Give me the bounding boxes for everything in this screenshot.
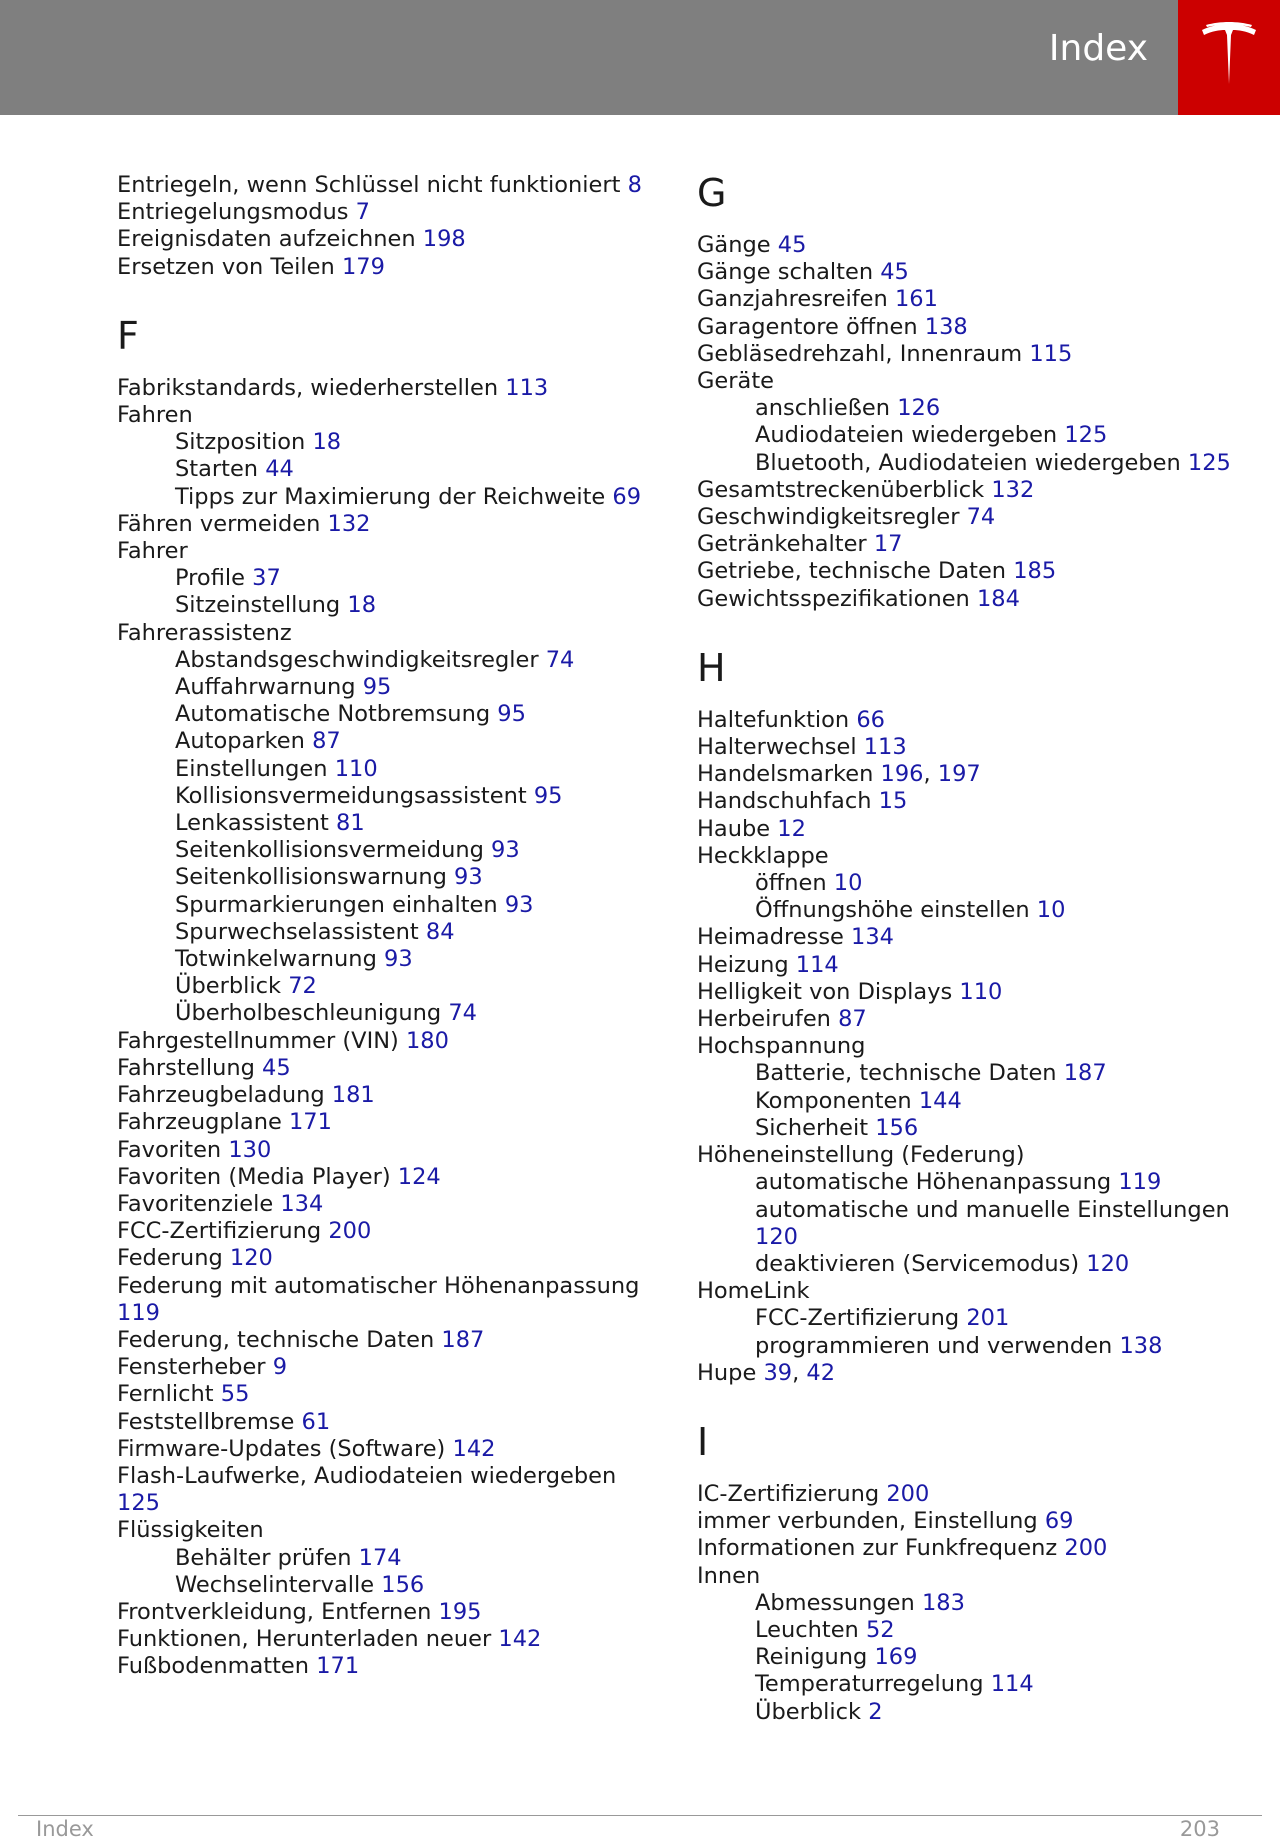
index-term: Gänge: [697, 232, 771, 258]
page-reference-link[interactable]: 142: [498, 1626, 542, 1653]
index-term: Innen: [697, 1562, 761, 1589]
index-entry: [697, 1535, 1257, 1562]
index-column-right: [697, 172, 1257, 1726]
page-reference-link[interactable]: 93: [454, 864, 483, 891]
page-reference-link[interactable]: 126: [897, 395, 941, 422]
index-term: Seitenkollisionswarnung: [175, 864, 447, 891]
index-entry: [117, 620, 657, 647]
index-term: Haltefunktion: [697, 706, 850, 733]
page-reference-link[interactable]: 197: [937, 761, 981, 788]
page-reference-link[interactable]: 39: [763, 1359, 793, 1386]
page-reference-link[interactable]: 66: [856, 706, 885, 733]
page-reference-link[interactable]: 125: [117, 1490, 160, 1517]
page-reference-link[interactable]: 142: [452, 1435, 496, 1462]
index-term: Auffahrwarnung: [175, 674, 356, 701]
page-reference-link[interactable]: 52: [865, 1616, 895, 1643]
page-reference-link[interactable]: 113: [863, 734, 907, 761]
index-term: Abstandsgeschwindigkeitsregler: [175, 646, 539, 673]
page-reference-link[interactable]: 7: [355, 199, 370, 226]
index-subentry: [697, 1644, 1257, 1671]
index-entry: [697, 1508, 1257, 1535]
index-entry: [697, 1142, 1257, 1169]
index-subentry: [697, 1169, 1257, 1196]
index-entry: [697, 788, 1257, 815]
index-term: Federung mit automatischer Höhenanpassung: [117, 1272, 640, 1299]
page-reference-link[interactable]: 12: [777, 815, 806, 842]
page-reference-link[interactable]: 95: [533, 782, 563, 809]
page-reference-link[interactable]: 81: [336, 810, 365, 837]
index-entry: [117, 1463, 657, 1517]
index-term: deaktivieren (Servicemodus): [755, 1250, 1080, 1277]
index-entry: [697, 1481, 1257, 1508]
page-reference-link[interactable]: 42: [806, 1359, 836, 1386]
index-term: Ereignisdaten aufzeichnen: [117, 226, 416, 253]
index-entry: [697, 952, 1257, 979]
index-subentry: [697, 1088, 1257, 1115]
index-subentry: [117, 701, 657, 728]
index-term: Behälter prüfen: [175, 1544, 352, 1571]
index-term: Fußbodenmatten: [117, 1653, 310, 1680]
page-reference-link[interactable]: 185: [1013, 558, 1057, 585]
footer-divider: [18, 1815, 1262, 1816]
index-subentry: [117, 864, 657, 891]
index-term: Lenkassistent: [175, 810, 329, 837]
page-reference-link[interactable]: 187: [1063, 1060, 1107, 1087]
page-reference-link[interactable]: 171: [316, 1653, 360, 1680]
index-term: Fahrzeugplane: [117, 1109, 282, 1136]
page-reference-link[interactable]: 132: [327, 510, 371, 537]
index-term: Fähren vermeiden: [117, 510, 321, 537]
page-reference-link[interactable]: 10: [1036, 897, 1066, 924]
index-term: Haube: [697, 815, 771, 842]
page-reference-link[interactable]: 179: [341, 253, 385, 280]
index-letter-heading: G: [697, 171, 727, 215]
index-entry: [117, 1653, 657, 1680]
index-subentry: [697, 1251, 1257, 1278]
page-reference-link[interactable]: 120: [755, 1223, 798, 1250]
index-term: Spurmarkierungen einhalten: [175, 891, 498, 918]
page-reference-link[interactable]: 195: [438, 1598, 482, 1625]
index-subentry: [697, 1060, 1257, 1087]
page-reference-link[interactable]: 200: [1064, 1535, 1108, 1562]
page-reference-link[interactable]: 110: [334, 755, 378, 782]
index-term: Hupe: [697, 1359, 757, 1386]
index-entry: [117, 402, 657, 429]
page-reference-link[interactable]: 119: [117, 1299, 160, 1326]
index-entry: [697, 477, 1257, 504]
index-term: Handschuhfach: [697, 788, 872, 815]
index-term: IC-Zertifizierung: [697, 1480, 880, 1507]
index-term: Fernlicht: [117, 1381, 214, 1408]
page-reference-link[interactable]: 120: [1086, 1250, 1130, 1277]
index-term: Federung: [117, 1245, 223, 1272]
page-reference-link[interactable]: 200: [328, 1218, 372, 1245]
index-term: Autoparken: [175, 728, 305, 755]
index-subentry: [117, 456, 657, 483]
index-term: Heimadresse: [697, 924, 844, 951]
page-number: 203: [1179, 1817, 1220, 1841]
page-reference-link[interactable]: 74: [448, 1000, 477, 1027]
index-term: Helligkeit von Displays: [697, 978, 953, 1005]
index-entry: [697, 259, 1257, 286]
index-term: Feststellbremse: [117, 1408, 295, 1435]
index-subentry: [697, 1333, 1257, 1360]
page-reference-link[interactable]: 37: [252, 565, 281, 592]
index-term: Getriebe, technische Daten: [697, 558, 1007, 585]
page-reference-link[interactable]: 115: [1029, 340, 1073, 367]
index-entry: [117, 1109, 657, 1136]
index-term: Reinigung: [755, 1644, 868, 1671]
index-term: Herbeirufen: [697, 1006, 831, 1033]
index-term: Sitzposition: [175, 429, 306, 456]
page-reference-link[interactable]: 95: [497, 701, 526, 728]
index-term: Frontverkleidung, Entfernen: [117, 1598, 432, 1625]
index-subentry: [117, 728, 657, 755]
index-term: Gebläsedrehzahl, Innenraum: [697, 340, 1023, 367]
index-subentry: [117, 973, 657, 1000]
index-term: Kollisionsvermeidungsassistent: [175, 782, 527, 809]
index-subentry: [697, 1699, 1257, 1726]
index-term: Fabrikstandards, wiederherstellen: [117, 374, 499, 401]
index-entry: [117, 1164, 657, 1191]
index-entry: [117, 172, 657, 199]
index-entry: [117, 1381, 657, 1408]
index-term: Gänge schalten: [697, 259, 874, 286]
index-term: Entriegelungsmodus: [117, 199, 349, 226]
page-reference-link[interactable]: 200: [886, 1480, 930, 1507]
index-term: Hochspannung: [697, 1033, 866, 1060]
index-subentry: [697, 422, 1257, 449]
page-reference-link[interactable]: 69: [612, 483, 642, 510]
page-reference-link[interactable]: 125: [1064, 422, 1108, 449]
index-term: Funktionen, Herunterladen neuer: [117, 1626, 492, 1653]
index-term: Gewichtsspezifikationen: [697, 585, 970, 612]
index-term: Ganzjahresreifen: [697, 286, 888, 313]
index-subentry: [117, 892, 657, 919]
index-term: Favoritenziele: [117, 1190, 274, 1217]
index-term: Favoriten (Media Player): [117, 1163, 391, 1190]
page-reference-link[interactable]: 114: [990, 1671, 1034, 1698]
index-term: Geschwindigkeitsregler: [697, 504, 960, 531]
header-title: Index: [1048, 28, 1148, 69]
page-reference-link[interactable]: 55: [220, 1381, 250, 1408]
index-letter-heading: F: [117, 313, 139, 358]
index-term: Ersetzen von Teilen: [117, 253, 335, 280]
tesla-logo-icon: [1200, 22, 1258, 86]
index-term: Flash-Laufwerke, Audiodateien wiedergeben: [117, 1462, 617, 1489]
index-subentry: [697, 1590, 1257, 1617]
page-reference-link[interactable]: 201: [966, 1305, 1010, 1332]
index-term: automatische Höhenanpassung: [755, 1169, 1112, 1196]
page-reference-link[interactable]: 181: [331, 1082, 375, 1109]
page-reference-link[interactable]: 74: [966, 504, 996, 531]
index-entry: [697, 504, 1257, 531]
index-entry: [117, 1218, 657, 1245]
index-entry: [117, 511, 657, 538]
index-subentry: [697, 395, 1257, 422]
index-term: immer verbunden, Einstellung: [697, 1508, 1038, 1535]
index-term: anschließen: [755, 395, 891, 422]
index-term: Totwinkelwarnung: [175, 946, 377, 973]
index-subentry: [117, 783, 657, 810]
index-entry: [117, 1191, 657, 1218]
index-term: Batterie, technische Daten: [755, 1060, 1057, 1087]
index-term: öffnen: [755, 870, 827, 897]
page-reference-link[interactable]: 15: [878, 788, 908, 815]
index-term: Fahrgestellnummer (VIN): [117, 1027, 399, 1054]
page-reference-link[interactable]: 138: [924, 313, 968, 340]
index-subentry: [117, 565, 657, 592]
index-subentry: [117, 647, 657, 674]
index-entry: [117, 254, 657, 281]
index-term: Heckklappe: [697, 842, 829, 869]
index-term: Höheneinstellung (Federung): [697, 1142, 1025, 1169]
index-term: Fahrerassistenz: [117, 619, 292, 646]
page-reference-link[interactable]: 180: [405, 1027, 449, 1054]
index-term: Temperaturregelung: [755, 1671, 984, 1698]
index-term: Favoriten: [117, 1136, 222, 1163]
index-entry: [697, 368, 1257, 395]
page-reference-link[interactable]: 87: [838, 1006, 867, 1033]
page-reference-link[interactable]: 134: [280, 1190, 324, 1217]
index-term: Seitenkollisionsvermeidung: [175, 837, 484, 864]
index-entry: [117, 1409, 657, 1436]
index-term: Geräte: [697, 368, 774, 395]
brand-logo: [1178, 0, 1280, 115]
index-term: FCC-Zertifizierung: [755, 1305, 960, 1332]
index-entry: [117, 1517, 657, 1544]
page-reference-link[interactable]: 44: [265, 456, 294, 483]
index-term: FCC-Zertifizierung: [117, 1218, 322, 1245]
index-term: Überholbeschleunigung: [175, 1000, 442, 1027]
page-reference-link[interactable]: 124: [397, 1163, 441, 1190]
index-term: Garagentore öffnen: [697, 313, 918, 340]
index-subentry: [697, 1305, 1257, 1332]
index-subentry: [117, 1000, 657, 1027]
index-entry: [697, 341, 1257, 368]
index-subentry: [117, 756, 657, 783]
page-reference-link[interactable]: 93: [384, 946, 413, 973]
page-reference-link[interactable]: 198: [422, 226, 466, 253]
index-letter-heading: I: [697, 1419, 709, 1464]
index-term: Tipps zur Maximierung der Reichweite: [175, 483, 606, 510]
index-entry: [697, 707, 1257, 734]
index-term: Bluetooth, Audiodateien wiedergeben: [755, 449, 1181, 476]
index-entry: Handelsmarken 196, 197: [697, 761, 981, 788]
index-entry: [117, 1626, 657, 1653]
page-reference-link[interactable]: 74: [545, 646, 575, 673]
page-reference-link[interactable]: 113: [505, 374, 549, 401]
index-term: Wechselintervalle: [175, 1571, 375, 1598]
index-entry: [117, 1354, 657, 1381]
index-entry: [697, 314, 1257, 341]
index-term: Fahrer: [117, 538, 188, 565]
index-entry: [697, 734, 1257, 761]
page-reference-link[interactable]: 69: [1044, 1508, 1074, 1535]
page-reference-link[interactable]: 87: [312, 728, 341, 755]
index-entry: [117, 1028, 657, 1055]
page-reference-link[interactable]: 130: [228, 1136, 272, 1163]
index-entry: [697, 1033, 1257, 1060]
page-reference-link[interactable]: 61: [301, 1408, 331, 1435]
index-term: automatische und manuelle Einstellungen: [755, 1196, 1230, 1223]
index-subentry: [117, 592, 657, 619]
page-reference-link[interactable]: 95: [362, 674, 392, 701]
index-term: Getränkehalter: [697, 531, 867, 558]
index-term: Gesamtstreckenüberblick: [697, 476, 985, 503]
page-reference-link[interactable]: 171: [288, 1109, 332, 1136]
page-reference-link[interactable]: 114: [795, 951, 839, 978]
page-reference-link[interactable]: 174: [358, 1544, 402, 1571]
page-reference-link[interactable]: 156: [875, 1114, 919, 1141]
index-entry: [697, 843, 1257, 870]
index-term: Öffnungshöhe einstellen: [755, 897, 1030, 924]
index-entry: [117, 1436, 657, 1463]
page-reference-link[interactable]: 169: [874, 1644, 918, 1671]
index-entry: [117, 538, 657, 565]
page-reference-link[interactable]: 156: [381, 1571, 425, 1598]
index-term: Fahrstellung: [117, 1054, 255, 1081]
index-term: Audiodateien wiedergeben: [755, 422, 1058, 449]
page-reference-link[interactable]: 132: [991, 476, 1035, 503]
page-reference-link[interactable]: 184: [976, 585, 1020, 612]
index-subentry: [697, 870, 1257, 897]
index-term: Leuchten: [755, 1616, 859, 1643]
page-reference-link[interactable]: 134: [851, 924, 894, 951]
index-subentry: [697, 1115, 1257, 1142]
footer-section-label: Index: [36, 1817, 94, 1841]
page-reference-link[interactable]: 72: [288, 973, 317, 1000]
index-entry: [697, 531, 1257, 558]
index-entry: [117, 1055, 657, 1082]
page-reference-link[interactable]: 18: [312, 429, 342, 456]
index-term: Profile: [175, 565, 245, 592]
index-entry: [697, 1278, 1257, 1305]
index-subentry: [117, 484, 657, 511]
index-entry: [117, 199, 657, 226]
page-reference-link[interactable]: 161: [894, 286, 938, 313]
page-reference-link[interactable]: 196: [880, 761, 924, 788]
index-subentry: [117, 674, 657, 701]
index-term: Komponenten: [755, 1087, 912, 1114]
page-reference-link[interactable]: 125: [1187, 449, 1231, 476]
page-reference-link[interactable]: 93: [491, 837, 520, 864]
index-entry: [697, 924, 1257, 951]
index-term: Abmessungen: [755, 1589, 915, 1616]
index-term: Starten: [175, 456, 259, 483]
index-entry: [697, 586, 1257, 613]
page-reference-link[interactable]: 8: [627, 172, 642, 198]
index-term: Sitzeinstellung: [175, 592, 341, 619]
page-reference-link[interactable]: 10: [833, 870, 863, 897]
page-reference-link[interactable]: 144: [918, 1087, 962, 1114]
index-subentry: [117, 946, 657, 973]
index-entry: [697, 1563, 1257, 1590]
index-term: Sicherheit: [755, 1114, 869, 1141]
index-entry: [117, 1599, 657, 1626]
index-term: Flüssigkeiten: [117, 1517, 264, 1544]
index-term: Entriegeln, wenn Schlüssel nicht funktioniert: [117, 172, 621, 198]
page-reference-link[interactable]: 187: [441, 1326, 485, 1353]
index-entry: Hupe 39, 42: [697, 1359, 836, 1386]
index-subentry: [697, 1197, 1257, 1251]
index-term: Fensterheber: [117, 1354, 266, 1381]
page-reference-link[interactable]: 45: [262, 1054, 291, 1081]
index-term: Firmware-Updates (Software): [117, 1435, 446, 1462]
index-entry: [117, 1327, 657, 1354]
page-reference-link[interactable]: 9: [272, 1354, 288, 1381]
index-term: Spurwechselassistent: [175, 918, 419, 945]
index-subentry: [697, 897, 1257, 924]
index-term: Überblick: [175, 973, 282, 1000]
page-header: [0, 0, 1178, 115]
index-entry: [117, 1273, 657, 1327]
index-subentry: [117, 1545, 657, 1572]
index-term: HomeLink: [697, 1278, 810, 1305]
page-reference-link[interactable]: 18: [347, 592, 377, 619]
page-reference-link[interactable]: 45: [880, 259, 909, 286]
page-reference-link[interactable]: 110: [959, 978, 1003, 1005]
index-term: programmieren und verwenden: [755, 1332, 1113, 1359]
page-reference-link[interactable]: 138: [1119, 1332, 1163, 1359]
page-reference-link[interactable]: 119: [1118, 1169, 1162, 1196]
index-term: Fahren: [117, 402, 193, 429]
index-entry: [697, 558, 1257, 585]
page-reference-link[interactable]: 84: [425, 918, 455, 945]
index-entry: [697, 1006, 1257, 1033]
index-subentry: [697, 1671, 1257, 1698]
page-reference-link[interactable]: 120: [229, 1245, 273, 1272]
page-reference-link[interactable]: 2: [868, 1698, 883, 1725]
page-reference-link[interactable]: 93: [504, 891, 534, 918]
index-term: Federung, technische Daten: [117, 1326, 435, 1353]
index-entry: [697, 979, 1257, 1006]
index-subentry: [117, 429, 657, 456]
index-entry: [697, 286, 1257, 313]
index-column-left: [117, 172, 657, 1681]
index-subentry: [117, 919, 657, 946]
index-entry: [697, 232, 1257, 259]
index-term: Überblick: [755, 1698, 862, 1725]
index-subentry: [117, 1572, 657, 1599]
index-entry: [697, 816, 1257, 843]
page-reference-link[interactable]: 183: [921, 1589, 965, 1616]
index-term: Fahrzeugbeladung: [117, 1082, 325, 1109]
index-entry: [117, 1137, 657, 1164]
index-term: Handelsmarken: [697, 761, 874, 788]
index-subentry: [117, 837, 657, 864]
page-reference-link[interactable]: 17: [873, 531, 903, 558]
index-subentry: [697, 1617, 1257, 1644]
index-term: Informationen zur Funkfrequenz: [697, 1535, 1058, 1562]
index-subentry: [117, 810, 657, 837]
index-letter-heading: H: [697, 645, 726, 690]
index-term: Heizung: [697, 951, 789, 978]
index-subentry: [697, 450, 1257, 477]
index-term: Halterwechsel: [697, 734, 857, 761]
index-term: Einstellungen: [175, 755, 328, 782]
index-term: Automatische Notbremsung: [175, 701, 491, 728]
index-entry: [117, 375, 657, 402]
index-entry: [117, 226, 657, 253]
index-entry: [117, 1082, 657, 1109]
page-reference-link[interactable]: 45: [777, 232, 807, 258]
index-entry: [117, 1245, 657, 1272]
